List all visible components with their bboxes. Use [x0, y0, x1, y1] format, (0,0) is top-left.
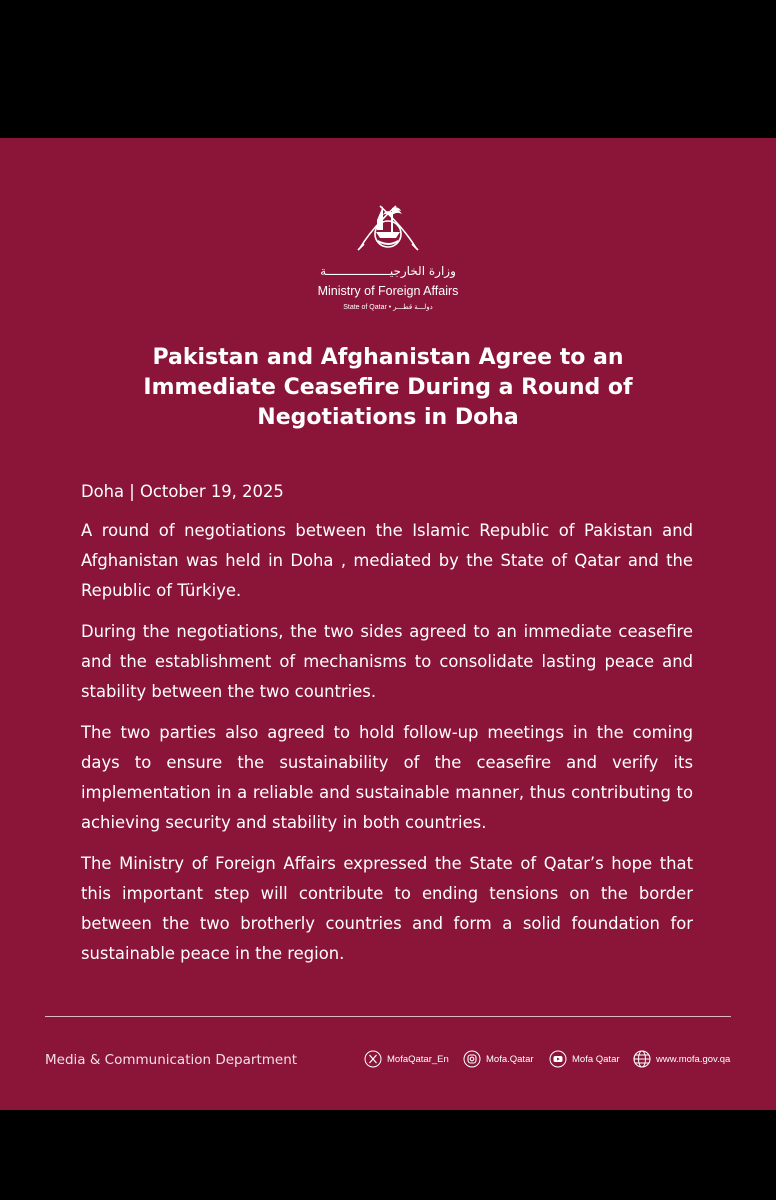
press-release-card — [0, 138, 776, 1110]
headline: Pakistan and Afghanistan Agree to an Immediate Ceasefire During a Round of Negotiations in Doha — [143, 345, 633, 430]
social-youtube-handle: Mofa Qatar — [572, 1053, 620, 1065]
article-paragraph: The two parties also agreed to hold follow-up meetings in the coming days to ensure the sustainability of the ceasefire and verify its implementation in a reliable and sustainable manner, thus contributing to achieving security and stability in both countries. — [81, 723, 693, 832]
article-body — [81, 477, 693, 980]
website-url: www.mofa.gov.qa — [656, 1053, 731, 1065]
article-paragraph: During the negotiations, the two sides agreed to an immediate ceasefire and the establishment of mechanisms to consolidate lasting peace and stability between the two countries. — [81, 622, 693, 701]
footer-divider — [45, 1016, 731, 1017]
youtube-icon — [549, 1050, 567, 1068]
social-x-handle: MofaQatar_En — [387, 1053, 449, 1065]
article-paragraph: A round of negotiations between the Islamic Republic of Pakistan and Afghanistan was held in Doha , mediated by the State of Qatar and the Republic of Türkiye. — [81, 521, 693, 600]
social-x[interactable] — [364, 1050, 449, 1068]
ministry-name-english: Ministry of Foreign Affairs — [317, 284, 459, 298]
ministry-name-arabic: وزارة الخارجيــــــــــــــــــة — [320, 264, 456, 278]
instagram-icon — [463, 1050, 481, 1068]
state-of-qatar-line: State of Qatar • دولـــة قطـــر — [343, 304, 433, 311]
x-icon — [364, 1050, 382, 1068]
department-name: Media & Communication Department — [45, 1052, 298, 1068]
globe-icon — [633, 1050, 651, 1068]
social-instagram[interactable] — [463, 1050, 534, 1068]
social-youtube[interactable] — [549, 1050, 620, 1068]
social-instagram-handle: Mofa.Qatar — [486, 1053, 534, 1065]
article-paragraph: The Ministry of Foreign Affairs expressed the State of Qatar’s hope that this important step will contribute to ending tensions on the border between the two brotherly countries and form a solid foundation for sustainable peace in the region. — [81, 854, 693, 963]
dateline: Doha | October 19, 2025 — [81, 482, 284, 501]
qatar-emblem-icon — [352, 198, 424, 260]
website-link[interactable] — [633, 1050, 730, 1068]
